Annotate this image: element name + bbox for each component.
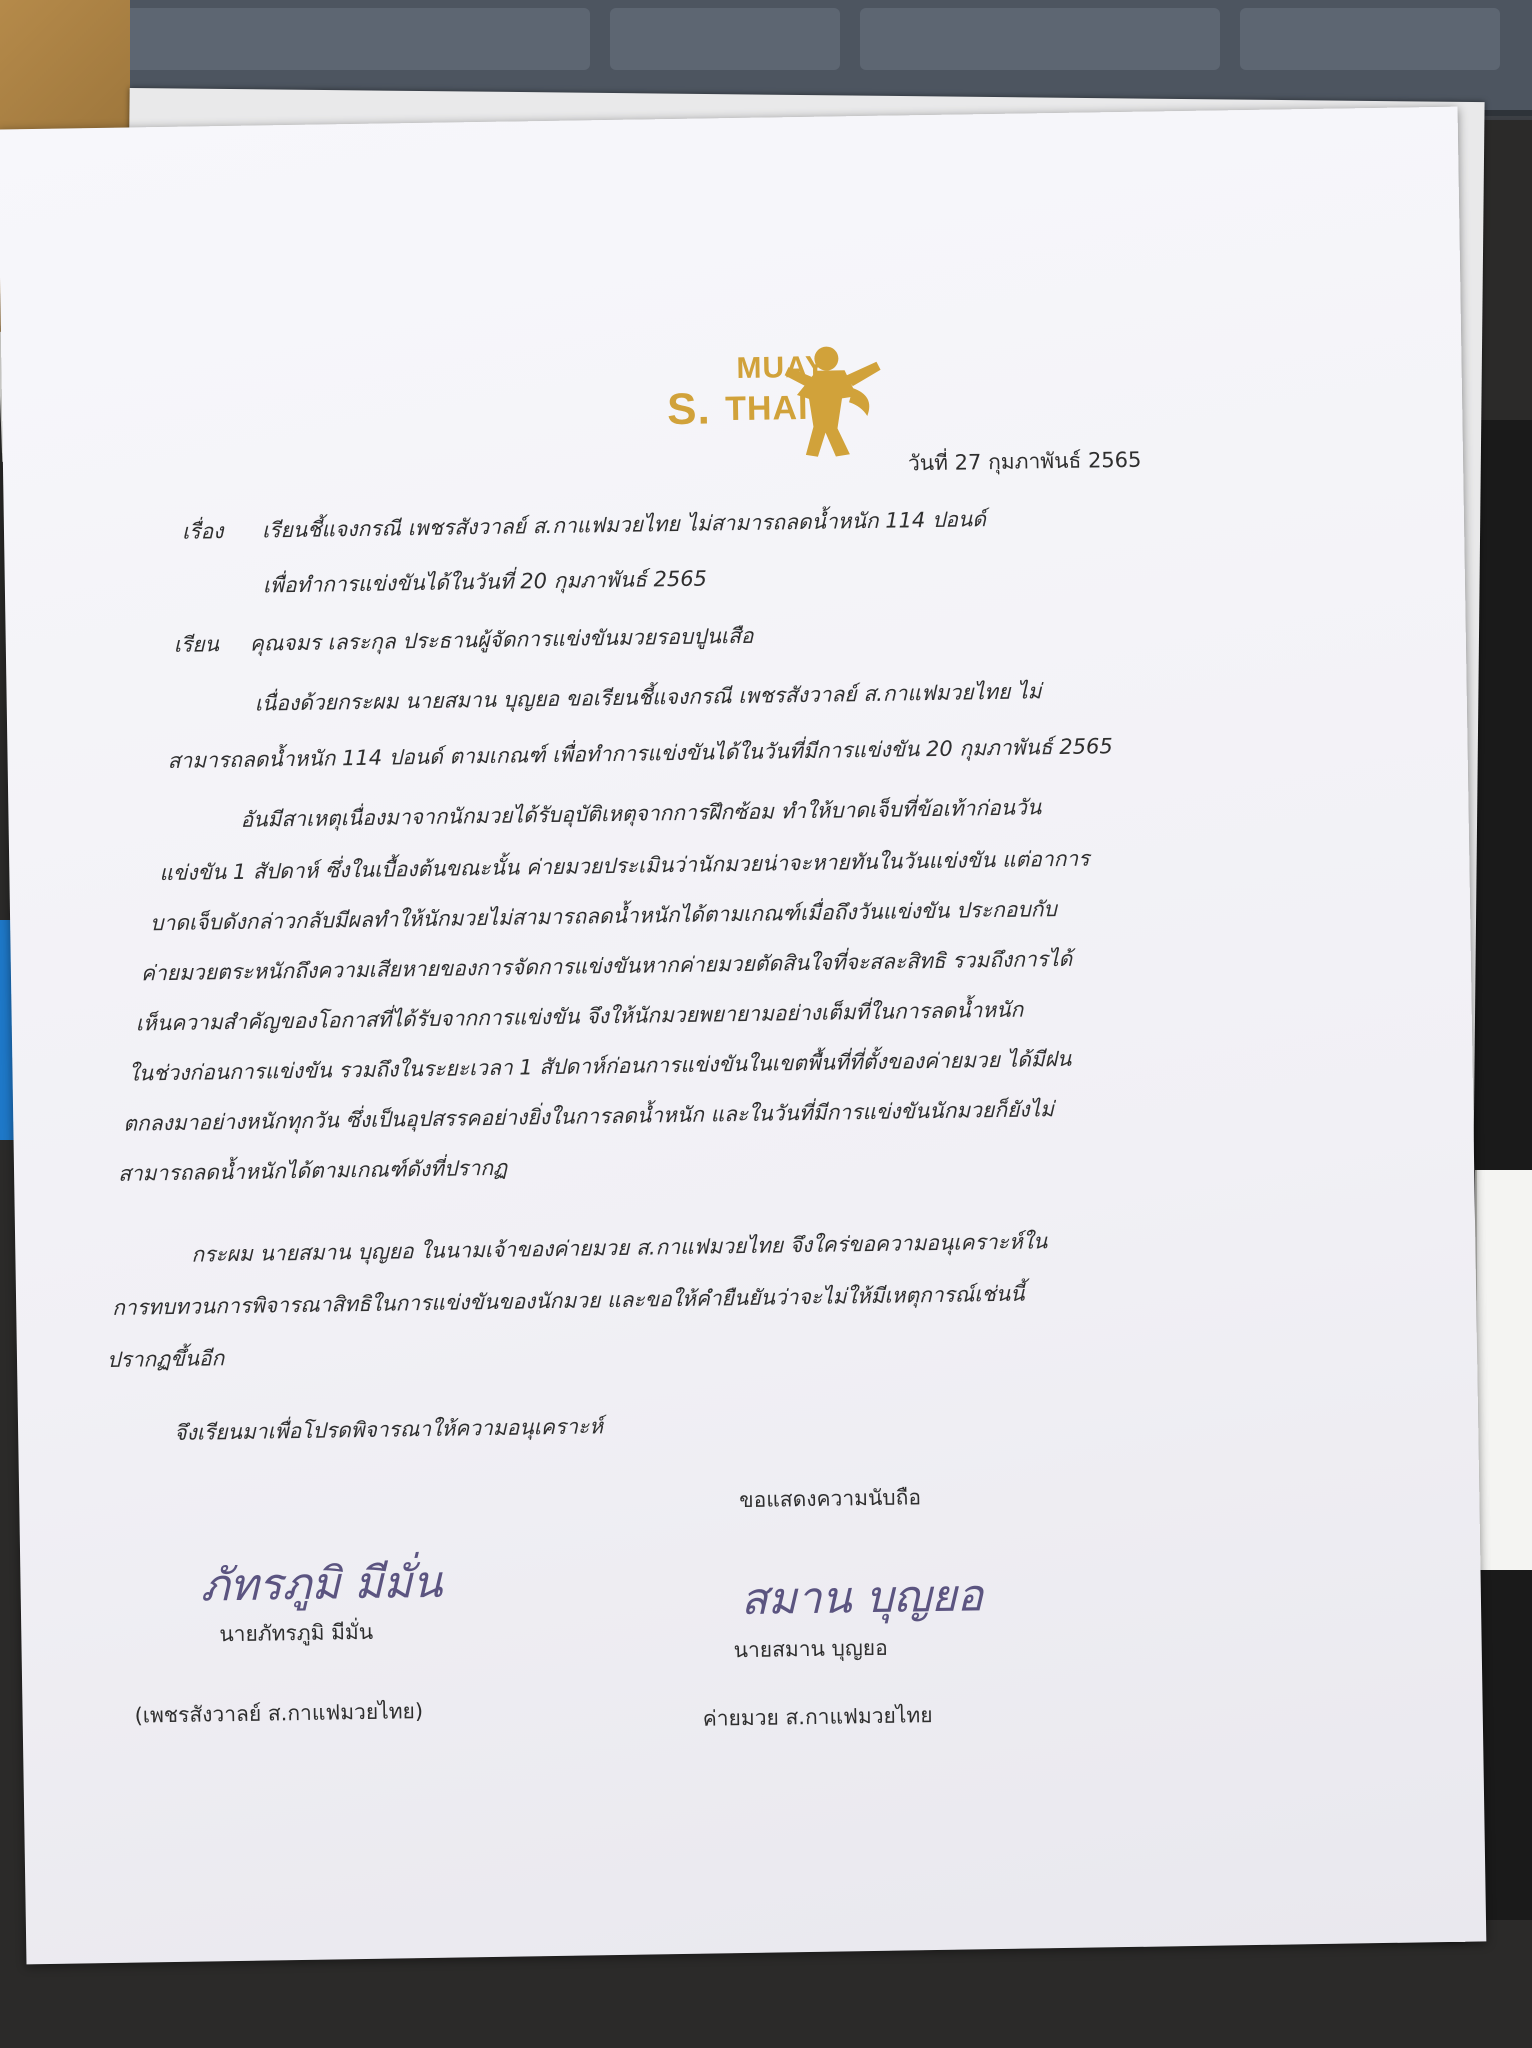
paragraph-line: เห็นความสำคัญของโอกาสที่ได้รับจากการแข่งขัน จึงให้นักมวยพยายามอย่างเต็มที่ในการลดน้ำหนัก — [135, 997, 1024, 1036]
muay-thai-logo — [666, 335, 908, 469]
paragraph-line: สามารถลดน้ำหนักได้ตามเกณฑ์ดังที่ปรากฏ — [117, 1155, 508, 1186]
keyboard-key — [120, 8, 590, 70]
paragraph-line: สามารถลดน้ำหนัก 114 ปอนด์ ตามเกณฑ์ เพื่อทำการแข่งขันได้ในวันที่มีการแข่งขัน 20 กุมภาพันธ์ 2565 — [167, 734, 1113, 773]
recipient-text: คุณจมร เลระกุล ประธานผู้จัดการแข่งขันมวยรอบปูนเสือ — [249, 623, 754, 656]
subject-line-2: เพื่อทำการแข่งขันได้ในวันที่ 20 กุมภาพันธ์ 2565 — [262, 566, 708, 598]
left-signer-name: นายภัทรภูมิ มีมั่น — [219, 1619, 374, 1647]
paragraph-line: บาดเจ็บดังกล่าวกลับมีผลทำให้นักมวยไม่สามารถลดน้ำหนักได้ตามเกณฑ์เมื่อถึงวันแข่งขัน ประกอบกับ — [149, 897, 1057, 936]
subject-label: เรื่อง — [181, 519, 224, 544]
recipient-label: เรียน — [173, 632, 220, 657]
paragraph-line: ในช่วงก่อนการแข่งขัน รวมถึงในระยะเวลา 1 สัปดาห์ก่อนการแข่งขันในเขตพื้นที่ที่ตั้งของค่ายมวย ได้มีฝน — [128, 1046, 1072, 1086]
letter-date: วันที่ 27 กุมภาพันธ์ 2565 — [907, 447, 1142, 476]
keyboard-key — [1240, 8, 1500, 70]
logo-word-thai: THAI — [724, 388, 809, 429]
paragraph-line: การทบทวนการพิจารณาสิทธิในการแข่งขันของนักมวย และขอให้คำยืนยันว่าจะไม่ให้มีเหตุการณ์เช่นนี้ — [112, 1281, 1025, 1320]
paragraph-line: แข่งขัน 1 สัปดาห์ ซึ่งในเบื้องต้นขณะนั้น ค่ายมวยประเมินว่านักมวยน่าจะหายทันในวันแข่งขัน แต่อาการ — [159, 846, 1090, 886]
paragraph-line: ปรากฏขึ้นอีก — [106, 1346, 225, 1373]
regards-text: ขอแสดงความนับถือ — [739, 1485, 922, 1513]
subject-line-1: เรียนชี้แจงกรณี เพชรสังวาลย์ ส.กาแฟมวยไทย ไม่สามารถลดน้ำหนัก 114 ปอนด์ — [261, 507, 987, 543]
paragraph-line: อันมีสาเหตุเนื่องมาจากนักมวยได้รับอุบัติเหตุจากการฝึกซ้อม ทำให้บาดเจ็บที่ข้อเท้าก่อนวัน — [240, 795, 1042, 832]
left-signature: ภัทรภูมิ มีมั่น — [200, 1556, 443, 1612]
paragraph-line: กระผม นายสมาน บุญยอ ในนามเจ้าของค่ายมวย ส.กาแฟมวยไทย จึงใคร่ขอความอนุเคราะห์ใน — [191, 1229, 1048, 1267]
paragraph-line: เนื่องด้วยกระผม นายสมาน บุญยอ ขอเรียนชี้แจงกรณี เพชรสังวาลย์ ส.กาแฟมวยไทย ไม่ — [254, 679, 1042, 716]
letter-page — [0, 107, 1486, 1965]
right-signature: สมาน บุญยอ — [740, 1570, 984, 1626]
paragraph-line: ตกลงมาอย่างหนักทุกวัน ซึ่งเป็นอุปสรรคอย่างยิ่งในการลดน้ำหนัก และในวันที่มีการแข่งขันนักมวยก็ยังไม่ — [123, 1097, 1055, 1136]
logo-prefix: S. — [666, 384, 712, 435]
keyboard-key — [610, 8, 840, 70]
right-signer-role: ค่ายมวย ส.กาแฟมวยไทย — [702, 1703, 933, 1731]
paragraph-line: ค่ายมวยตระหนักถึงความเสียหายของการจัดการแข่งขันหากค่ายมวยตัดสินใจที่จะสละสิทธิ รวมถึงการได้ — [140, 946, 1073, 986]
background-paper — [1475, 1170, 1532, 1570]
closing-sentence: จึงเรียนมาเพื่อโปรดพิจารณาให้ความอนุเคราะห์ — [173, 1414, 604, 1445]
left-signer-role: (เพชรสังวาลย์ ส.กาแฟมวยไทย) — [134, 1699, 424, 1728]
right-signer-name: นายสมาน บุญยอ — [733, 1635, 888, 1663]
logo-word-muay: MUAY — [736, 350, 827, 386]
keyboard-key — [860, 8, 1220, 70]
